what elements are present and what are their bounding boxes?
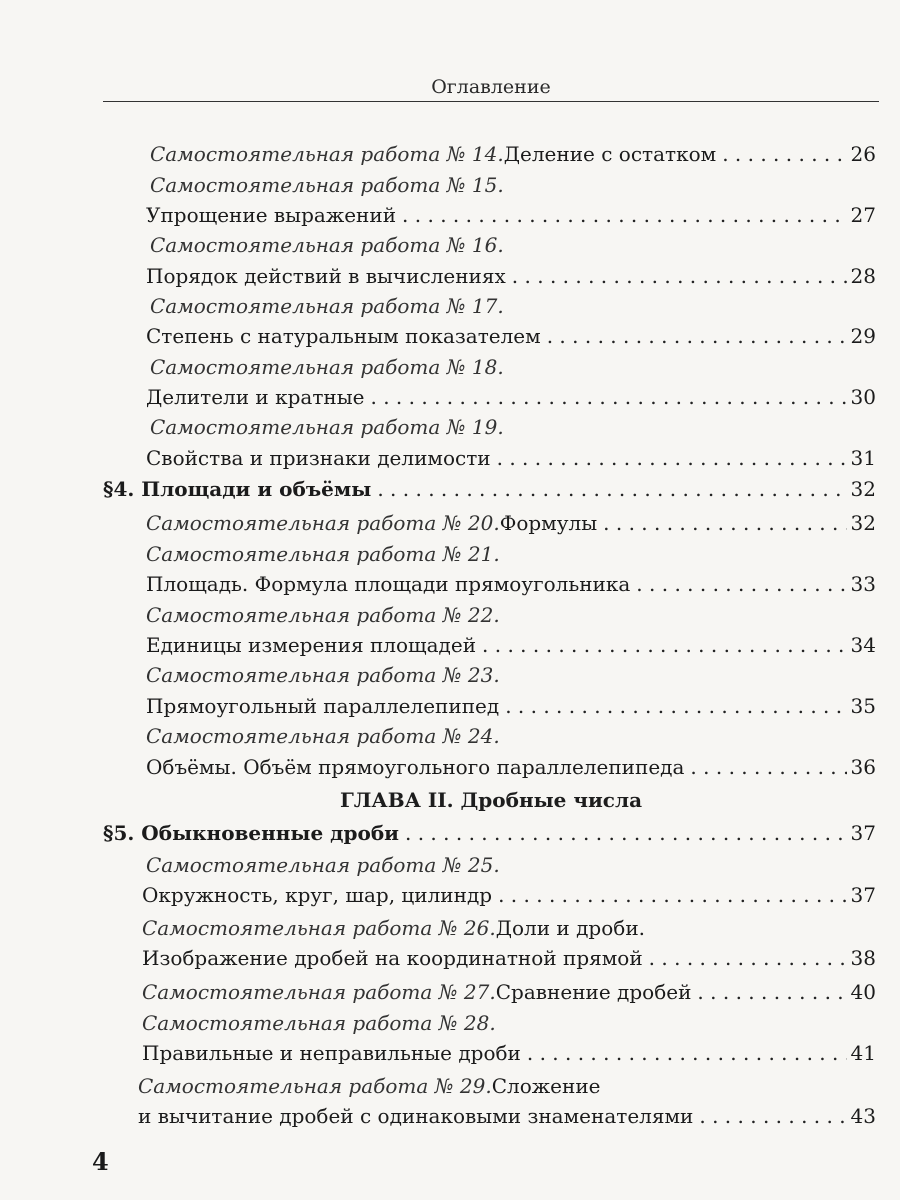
toc-page-number: 26 — [850, 142, 876, 166]
toc-entry-text: Изображение дробей на координатной прямой — [142, 946, 643, 970]
toc-leader-dots — [402, 200, 847, 230]
toc-entry-29[interactable] — [138, 1101, 876, 1131]
toc-entry-text: Свойства и признаки делимости — [146, 446, 491, 470]
toc-leader-dots — [497, 443, 847, 473]
toc-section-4[interactable] — [103, 474, 876, 504]
page-header-title: Оглавление — [431, 76, 551, 98]
toc-leader-dots — [498, 880, 846, 910]
toc-entry-18-title — [150, 352, 876, 382]
toc-page-number: 37 — [850, 883, 876, 907]
toc-entry-16[interactable] — [146, 261, 876, 291]
toc-entry-title: Самостоятельная работа № 14. — [150, 142, 504, 166]
toc-section-title: §5. Обыкновенные дроби — [103, 821, 399, 845]
toc-page-number: 41 — [850, 1041, 876, 1065]
toc-leader-dots — [512, 261, 847, 291]
toc-entry-28[interactable] — [142, 1038, 876, 1068]
toc-leader-dots — [722, 139, 846, 169]
toc-entry-text: Площадь. Формула площади прямоугольника — [146, 572, 631, 596]
toc-entry-title: Самостоятельная работа № 20. — [146, 511, 500, 535]
toc-entry-20[interactable] — [146, 508, 876, 538]
toc-leader-dots — [603, 508, 846, 538]
toc-page-number: 38 — [850, 946, 876, 970]
toc-entry-title: Самостоятельная работа № 29. — [138, 1074, 492, 1098]
toc-leader-dots — [527, 1038, 847, 1068]
toc-page-number: 36 — [850, 755, 876, 779]
toc-entry-title: Самостоятельная работа № 22. — [146, 603, 500, 627]
toc-page-number: 32 — [850, 511, 876, 535]
toc-entry-title: Самостоятельная работа № 23. — [146, 663, 500, 687]
toc-entry-title: Самостоятельная работа № 21. — [146, 542, 500, 566]
toc-entry-15[interactable] — [146, 200, 876, 230]
toc-leader-dots — [505, 691, 846, 721]
toc-entry-23[interactable] — [146, 691, 876, 721]
toc-page-number: 27 — [850, 203, 876, 227]
toc-page-number: 30 — [850, 385, 876, 409]
toc-entry-26-title — [142, 913, 876, 943]
toc-leader-dots — [697, 977, 846, 1007]
toc-entry-text: Сравнение дробей — [495, 980, 692, 1004]
toc-entry-text: Объёмы. Объём прямоугольного параллелепипеда — [146, 755, 685, 779]
toc-leader-dots — [482, 630, 847, 660]
toc-entry-title: Самостоятельная работа № 15. — [150, 173, 504, 197]
toc-entry-title: Самостоятельная работа № 28. — [142, 1011, 496, 1035]
toc-entry-26[interactable] — [142, 943, 876, 973]
page-number: 4 — [92, 1147, 109, 1176]
toc-entry-22-title — [146, 600, 876, 630]
toc-page-number: 43 — [850, 1104, 876, 1128]
toc-entry-25-title — [146, 850, 876, 880]
toc-entry-25[interactable] — [142, 880, 876, 910]
toc-leader-dots — [636, 569, 846, 599]
toc-entry-21[interactable] — [146, 569, 876, 599]
toc-leader-dots — [699, 1101, 846, 1131]
toc-entry-19-title — [150, 412, 876, 442]
toc-leader-dots — [547, 321, 847, 351]
toc-entry-17-title — [150, 291, 876, 321]
toc-entry-text: Единицы измерения площадей — [146, 633, 477, 657]
toc-entry-text: Формулы — [499, 511, 598, 535]
toc-entry-text: Деление с остатком — [503, 142, 717, 166]
toc-section-5[interactable] — [103, 818, 876, 848]
toc-entry-text: Прямоугольный параллелепипед — [146, 694, 500, 718]
toc-entry-text: Делители и кратные — [146, 385, 365, 409]
toc-page-number: 29 — [850, 324, 876, 348]
toc-entry-text: Правильные и неправильные дроби — [142, 1041, 521, 1065]
toc-section-title: §4. Площади и объёмы — [103, 477, 372, 501]
toc-leader-dots — [377, 474, 846, 504]
toc-entry-19[interactable] — [146, 443, 876, 473]
toc-entry-title-suffix: Доли и дроби. — [495, 916, 646, 940]
toc-entry-15-title — [150, 170, 876, 200]
toc-entry-text: Окружность, круг, шар, цилиндр — [142, 883, 493, 907]
toc-page-number: 33 — [850, 572, 876, 596]
toc-leader-dots — [405, 818, 847, 848]
toc-page-number: 34 — [850, 633, 876, 657]
toc-entry-title: Самостоятельная работа № 17. — [150, 294, 504, 318]
toc-leader-dots — [690, 752, 846, 782]
toc-page-number: 37 — [850, 821, 876, 845]
toc-entry-title: Самостоятельная работа № 25. — [146, 853, 500, 877]
toc-entry-title: Самостоятельная работа № 24. — [146, 724, 500, 748]
toc-entry-title: Самостоятельная работа № 18. — [150, 355, 504, 379]
toc-leader-dots — [649, 943, 847, 973]
toc-entry-title: Самостоятельная работа № 26. — [142, 916, 496, 940]
toc-entry-16-title — [150, 230, 876, 260]
toc-entry-22[interactable] — [146, 630, 876, 660]
toc-page-number: 31 — [850, 446, 876, 470]
toc-entry-24-title — [146, 721, 876, 751]
toc-page-number: 35 — [850, 694, 876, 718]
toc-chapter-2[interactable]: ГЛАВА II. Дробные числа — [339, 788, 643, 812]
toc-entry-title-suffix: Сложение — [491, 1074, 601, 1098]
toc-entry-29-title — [138, 1071, 876, 1101]
toc-leader-dots — [371, 382, 847, 412]
toc-entry-21-title — [146, 539, 876, 569]
toc-entry-text: и вычитание дробей с одинаковыми знаменателями — [138, 1104, 694, 1128]
toc-entry-title: Самостоятельная работа № 27. — [142, 980, 496, 1004]
toc-entry-23-title — [146, 660, 876, 690]
toc-entry-text: Упрощение выражений — [146, 203, 397, 227]
toc-page-number: 32 — [850, 477, 876, 501]
toc-entry-18[interactable] — [146, 382, 876, 412]
toc-entry-27[interactable] — [142, 977, 876, 1007]
toc-page-number: 40 — [850, 980, 876, 1004]
toc-entry-17[interactable] — [146, 321, 876, 351]
toc-entry-title: Самостоятельная работа № 19. — [150, 415, 504, 439]
toc-entry-24[interactable] — [146, 752, 876, 782]
toc-entry-28-title — [142, 1008, 876, 1038]
toc-entry-14[interactable] — [150, 139, 876, 169]
toc-entry-text: Степень с натуральным показателем — [146, 324, 541, 348]
toc-entry-text: Порядок действий в вычислениях — [146, 264, 506, 288]
toc-entry-title: Самостоятельная работа № 16. — [150, 233, 504, 257]
toc-page-number: 28 — [850, 264, 876, 288]
